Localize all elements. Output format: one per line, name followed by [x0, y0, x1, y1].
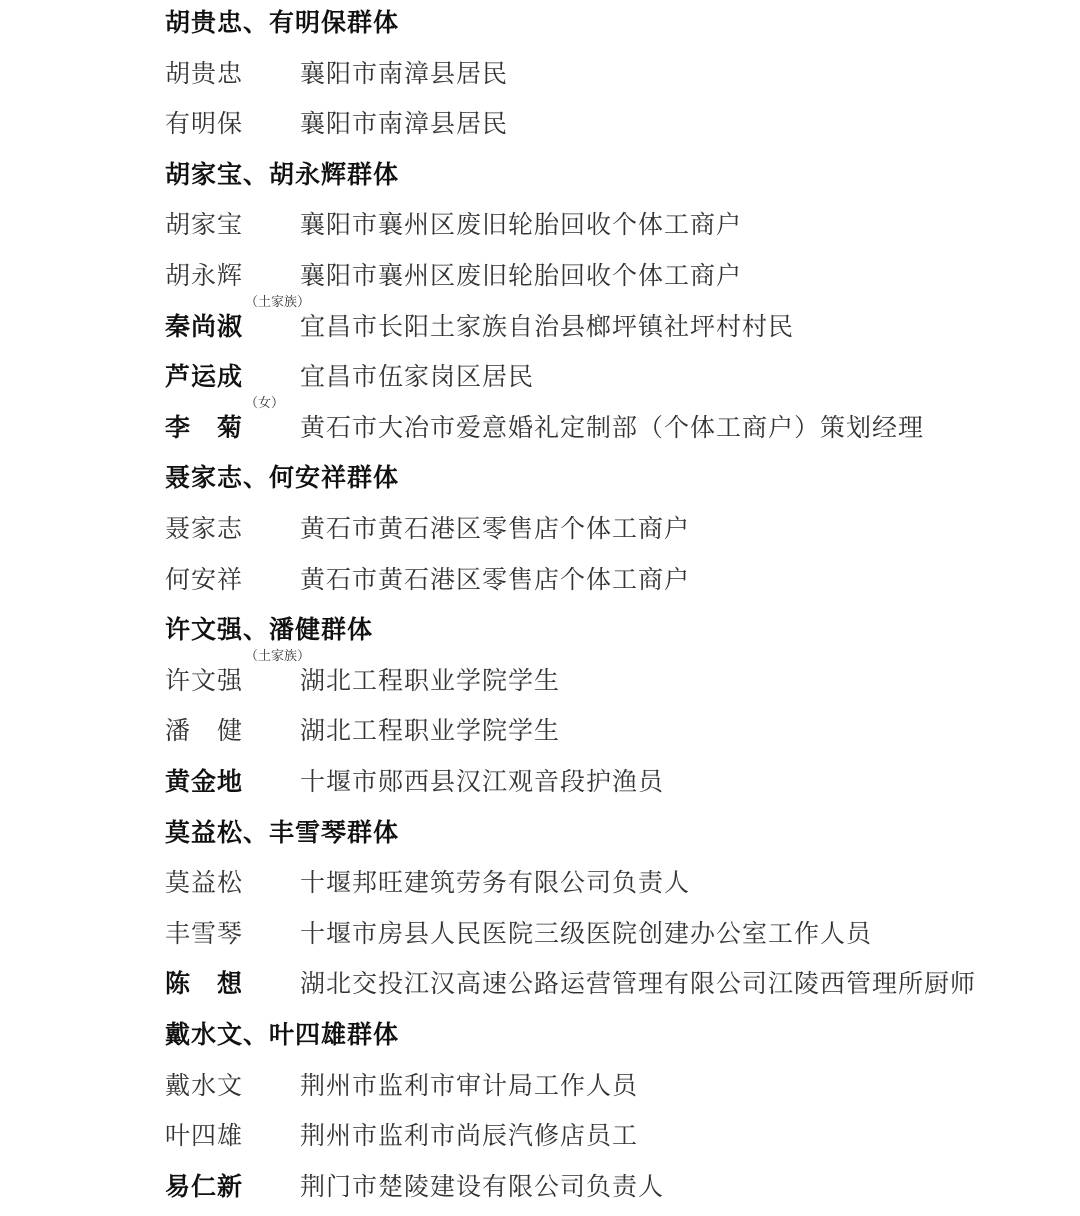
person-description: 十堰市房县人民医院三级医院创建办公室工作人员 [300, 918, 873, 948]
person-description: 湖北工程职业学院学生 [300, 665, 561, 695]
group-member-row [165, 711, 560, 751]
person-note: （土家族） [245, 648, 311, 664]
person-description: 黄石市大冶市爱意婚礼定制部（个体工商户）策划经理 [300, 412, 925, 442]
person-name-text: 胡永辉 [165, 261, 244, 290]
person-name [165, 964, 300, 1004]
person-description: 襄阳市襄州区废旧轮胎回收个体工商户 [300, 210, 743, 240]
group-header: 戴水文、叶四雄群体 [165, 1020, 400, 1049]
person-description: 襄阳市襄州区废旧轮胎回收个体工商户 [300, 261, 743, 290]
person-name [165, 914, 300, 954]
group-header: 胡家宝、胡永辉群体 [165, 159, 400, 189]
person-description: 黄石市黄石港区零售店个体工商户 [300, 564, 691, 594]
person-description: 荆州市监利市尚辰汽修店员工 [300, 1121, 639, 1151]
person-description: 十堰邦旺建筑劳务有限公司负责人 [300, 868, 691, 898]
person-name-text: 戴水文 [165, 1070, 244, 1100]
group-member-row [165, 863, 690, 903]
person-name-text: 芦运成 [165, 362, 244, 392]
group-member-row [165, 1116, 638, 1156]
person-name [165, 1116, 300, 1156]
group-header: 胡贵忠、有明保群体 [165, 8, 400, 37]
person-name-text: 有明保 [165, 109, 244, 139]
group-member-row [165, 1066, 638, 1106]
group-member-row [165, 104, 508, 144]
person-note: （土家族） [245, 294, 311, 310]
individual-row [165, 964, 976, 1004]
person-description: 荆州市监利市审计局工作人员 [300, 1070, 639, 1100]
person-name-text: 易仁新 [165, 1171, 244, 1201]
person-note: （女） [245, 395, 285, 411]
person-name-text: 陈 想 [165, 969, 244, 999]
individual-row [165, 762, 664, 802]
person-description: 宜昌市伍家岗区居民 [300, 362, 535, 392]
individual-row [165, 294, 795, 347]
person-name [165, 560, 300, 600]
individual-row [165, 395, 925, 448]
group-member-row [165, 205, 742, 245]
person-name-text: 丰雪琴 [165, 918, 244, 948]
person-name [165, 648, 311, 701]
person-description: 黄石市黄石港区零售店个体工商户 [300, 514, 691, 543]
person-name [165, 357, 300, 397]
person-name [165, 395, 300, 448]
group-member-row [165, 560, 690, 600]
person-name [165, 205, 300, 245]
person-description: 湖北交投江汉高速公路运营管理有限公司江陵西管理所厨师 [300, 969, 977, 999]
person-name-text: 何安祥 [165, 564, 244, 594]
person-description: 宜昌市长阳土家族自治县榔坪镇社坪村村民 [300, 311, 795, 341]
person-description: 荆门市楚陵建设有限公司负责人 [300, 1171, 665, 1201]
person-name [165, 509, 300, 549]
person-name-text: 黄金地 [165, 767, 244, 796]
person-name-text: 李 菊 [165, 412, 244, 442]
person-name-text: 胡贵忠 [165, 58, 244, 88]
person-name-text: 胡家宝 [165, 210, 244, 240]
person-name [165, 863, 300, 903]
group-header: 许文强、潘健群体 [165, 615, 374, 645]
person-description: 十堰市郧西县汉江观音段护渔员 [300, 767, 665, 796]
group-member-row [165, 256, 742, 296]
person-name-text: 叶四雄 [165, 1121, 244, 1151]
group-member-row [165, 509, 690, 549]
person-name-text: 秦尚淑 [165, 311, 244, 341]
group-member-row [165, 914, 872, 954]
person-name-text: 聂家志 [165, 514, 244, 543]
person-name [165, 1066, 300, 1106]
person-description: 襄阳市南漳县居民 [300, 58, 509, 88]
person-name [165, 762, 300, 802]
person-name [165, 256, 300, 296]
group-header: 聂家志、何安祥群体 [165, 463, 400, 493]
person-name-text: 潘 健 [165, 716, 244, 746]
individual-row [165, 1167, 664, 1207]
person-name [165, 1167, 300, 1207]
person-name [165, 54, 300, 94]
person-name [165, 294, 311, 347]
group-header: 莫益松、丰雪琴群体 [165, 817, 400, 847]
group-member-row [165, 648, 561, 701]
person-name [165, 711, 300, 751]
individual-row [165, 357, 534, 397]
person-description: 湖北工程职业学院学生 [300, 716, 561, 746]
person-name-text: 莫益松 [165, 868, 244, 898]
person-name-text: 许文强 [165, 665, 244, 695]
person-description: 襄阳市南漳县居民 [300, 109, 509, 139]
group-member-row [165, 54, 508, 94]
person-name [165, 104, 300, 144]
